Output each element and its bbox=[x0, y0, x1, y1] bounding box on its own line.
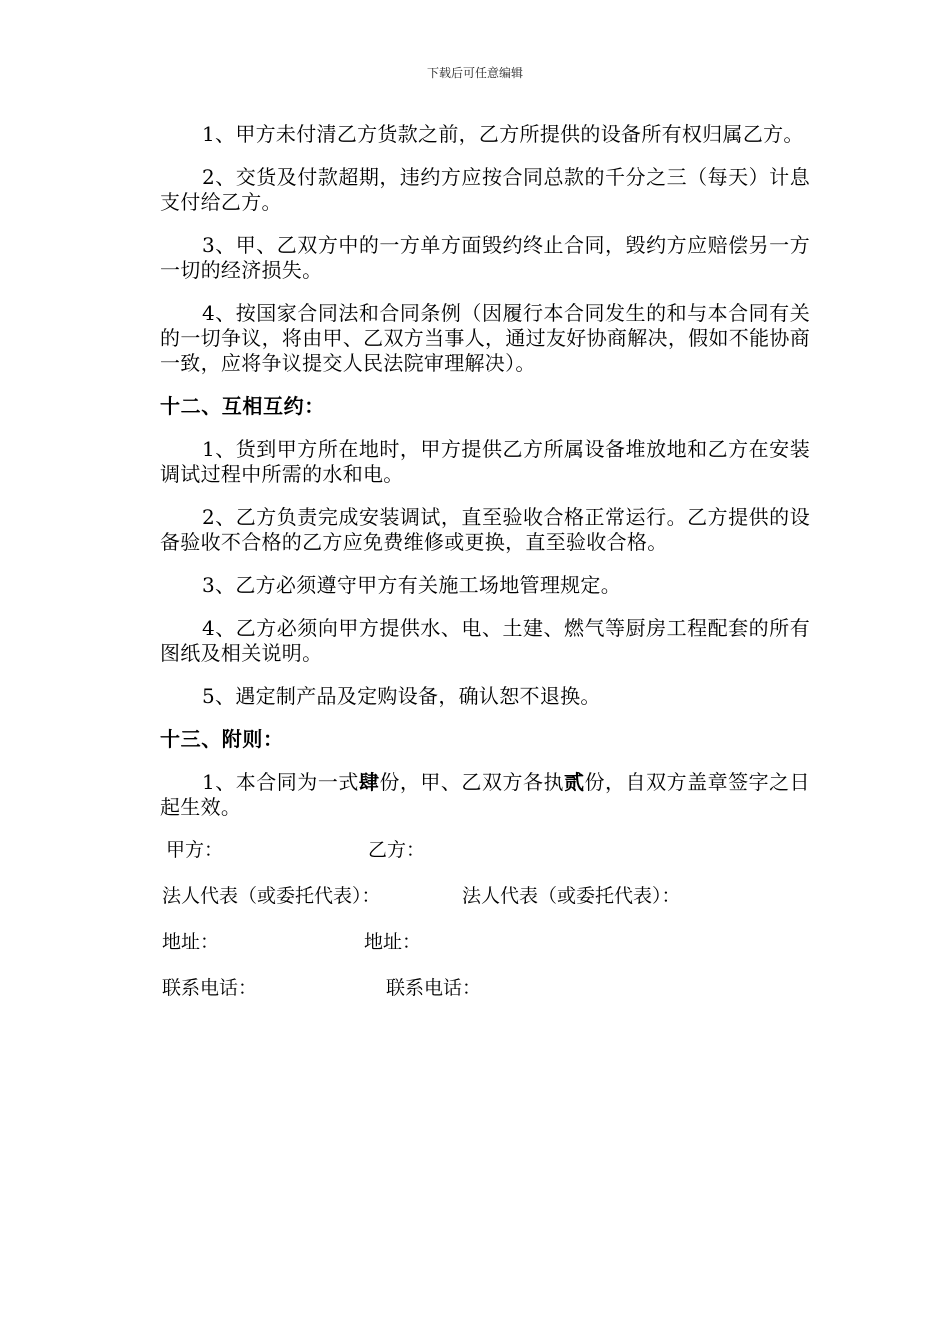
clause-no-return: 5、遇定制产品及定购设备，确认恕不退换。 bbox=[202, 684, 601, 708]
signature-party-row bbox=[160, 838, 810, 863]
page-header: 下载后可任意编辑 bbox=[426, 66, 523, 80]
address-b-label: 地址： bbox=[364, 931, 422, 953]
rep-b-label: 法人代表（或委托代表）： bbox=[462, 885, 681, 907]
signature-rep-row bbox=[160, 884, 810, 909]
phone-a-label: 联系电话： bbox=[162, 977, 258, 999]
section-13-title: 十三、附则： bbox=[160, 727, 284, 751]
clause-installation: 2、乙方负责完成安装调试，直至验收合格正常运行。乙方提供的设备验收不合格的乙方应免费维修或更换，直至验收合格。 bbox=[160, 505, 810, 554]
clause-copies-part1: 1、本合同为一式 bbox=[202, 770, 359, 794]
copies-total: 肆 bbox=[358, 770, 380, 794]
clause-copies bbox=[160, 770, 810, 820]
signature-phone-row bbox=[160, 976, 810, 1001]
rep-a-label: 法人代表（或委托代表）： bbox=[162, 885, 381, 907]
address-a-label: 地址： bbox=[162, 931, 220, 953]
party-a-label: 甲方： bbox=[166, 839, 224, 861]
clause-site-rules: 3、乙方必须遵守甲方有关施工场地管理规定。 bbox=[202, 573, 622, 597]
clause-ownership: 1、甲方未付清乙方货款之前，乙方所提供的设备所有权归属乙方。 bbox=[202, 122, 804, 146]
party-b-label: 乙方： bbox=[368, 839, 426, 861]
clause-termination: 3、甲、乙双方中的一方单方面毁约终止合同，毁约方应赔偿另一方一切的经济损失。 bbox=[160, 233, 810, 282]
clause-drawings: 4、乙方必须向甲方提供水、电、土建、燃气等厨房工程配套的所有图纸及相关说明。 bbox=[160, 616, 810, 665]
document-body bbox=[160, 122, 810, 1022]
clause-dispute: 4、按国家合同法和合同条例（因履行本合同发生的和与本合同有关的一切争议，将由甲、乙双方当事人，通过友好协商解决，假如不能协商一致，应将争议提交人民法院审理解决）。 bbox=[160, 301, 810, 375]
copies-each: 贰 bbox=[564, 770, 585, 794]
clause-copies-part2: 份，甲、乙双方各执 bbox=[379, 770, 565, 794]
clause-copies-part3: 份，自双方盖章签字之日起生效。 bbox=[160, 770, 810, 819]
phone-b-label: 联系电话： bbox=[386, 977, 482, 999]
section-12-title: 十二、互相互约： bbox=[160, 394, 325, 418]
signature-address-row bbox=[160, 930, 810, 955]
clause-site-provision: 1、货到甲方所在地时，甲方提供乙方所属设备堆放地和乙方在安装调试过程中所需的水和电。 bbox=[160, 437, 810, 486]
clause-late-payment: 2、交货及付款超期，违约方应按合同总款的千分之三（每天）计息支付给乙方。 bbox=[160, 165, 810, 214]
